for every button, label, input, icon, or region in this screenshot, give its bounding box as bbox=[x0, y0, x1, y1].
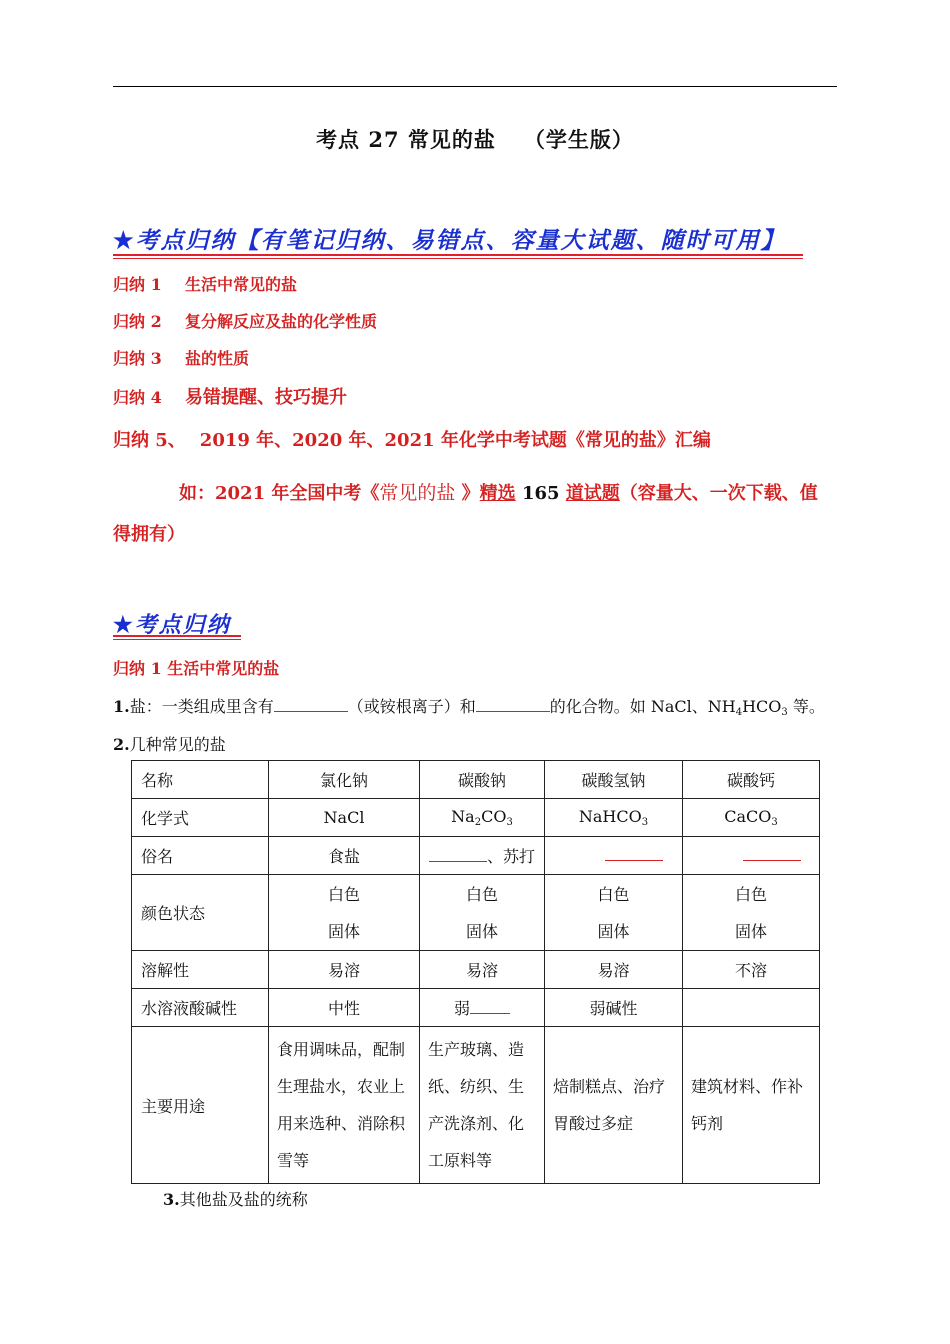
promo-link-questions[interactable]: 道试题 bbox=[565, 483, 620, 504]
table-row bbox=[132, 989, 820, 1027]
paragraph-3: 3.其他盐及盐的统称 bbox=[163, 1190, 308, 1209]
promo-link-selected[interactable]: 精选 bbox=[479, 483, 516, 504]
fill-blank[interactable] bbox=[743, 846, 801, 861]
salts-table bbox=[131, 760, 820, 1184]
table-cell: 生产玻璃、造纸、纺织、生产洗涤剂、化工原料等 bbox=[420, 1027, 545, 1184]
table-cell: 建筑材料、作补钙剂 bbox=[683, 1027, 820, 1184]
table-cell: 焙制糕点、治疗胃酸过多症 bbox=[545, 1027, 683, 1184]
toc-item-3[interactable]: 归纳 3 盐的性质 bbox=[113, 349, 250, 368]
table-cell: 食盐 bbox=[269, 837, 420, 875]
table-cell: 白色 固体 bbox=[683, 875, 820, 951]
banner-underline-thin bbox=[113, 258, 803, 259]
table-cell: 白色 固体 bbox=[420, 875, 545, 951]
banner-heading: ★考点归纳【有笔记归纳、易错点、容量大试题、随时可用】 bbox=[113, 227, 786, 254]
table-cell: 易溶 bbox=[545, 951, 683, 989]
table-cell: 水溶液酸碱性 bbox=[132, 989, 269, 1027]
toc-item-1[interactable]: 归纳 1 生活中常见的盐 bbox=[113, 275, 298, 294]
toc-item-4[interactable]: 归纳 4 易错提醒、技巧提升 bbox=[113, 387, 347, 408]
table-cell: CaCO$_3$ bbox=[683, 799, 820, 837]
table-cell: 弱碱性 bbox=[545, 989, 683, 1027]
table-cell: 碳酸氢钠 bbox=[545, 761, 683, 799]
table-cell: 不溶 bbox=[683, 951, 820, 989]
fill-blank[interactable] bbox=[274, 697, 348, 712]
table-cell: 中性 bbox=[269, 989, 420, 1027]
section-underline-thin bbox=[113, 639, 241, 640]
table-cell: 碳酸钠 bbox=[420, 761, 545, 799]
fill-blank[interactable] bbox=[605, 846, 663, 861]
table-row bbox=[132, 761, 820, 799]
table-cell: 名称 bbox=[132, 761, 269, 799]
table-row bbox=[132, 875, 820, 951]
fill-blank[interactable] bbox=[470, 999, 510, 1014]
table-cell: 食用调味品，配制生理盐水，农业上用来选种、消除积雪等 bbox=[269, 1027, 420, 1184]
table-cell bbox=[683, 837, 820, 875]
header-rule bbox=[113, 86, 837, 87]
page-title: 考点 27 常见的盐 （学生版） bbox=[316, 127, 634, 152]
table-cell: 易溶 bbox=[269, 951, 420, 989]
table-cell: 俗名 bbox=[132, 837, 269, 875]
table-row bbox=[132, 799, 820, 837]
table-cell bbox=[545, 837, 683, 875]
table-cell: $Na_2CO_3$ bbox=[420, 799, 545, 837]
star-icon: ★ bbox=[113, 227, 136, 254]
table-cell: 、苏打 bbox=[420, 837, 545, 875]
table-cell: 白色 固体 bbox=[545, 875, 683, 951]
table-cell: 碳酸钙 bbox=[683, 761, 820, 799]
table-cell: 易溶 bbox=[420, 951, 545, 989]
table-row bbox=[132, 951, 820, 989]
subsection-heading: 归纳 1 生活中常见的盐 bbox=[113, 659, 280, 678]
table-cell: 氯化钠 bbox=[269, 761, 420, 799]
toc-item-5[interactable]: 归纳 5、 2019 年、2020 年、2021 年化学中考试题《常见的盐》汇编 bbox=[113, 430, 711, 451]
table-cell: 弱 bbox=[420, 989, 545, 1027]
table-cell bbox=[683, 989, 820, 1027]
table-cell: 颜色状态 bbox=[132, 875, 269, 951]
paragraph-2: 2.几种常见的盐 bbox=[113, 735, 226, 754]
star-icon: ★ bbox=[113, 612, 135, 638]
paragraph-1: 1.盐：一类组成里含有 （或铵根离子）和 的化合物。如 NaCl、$NH_4HCO_3$ 等。 bbox=[113, 697, 825, 718]
table-cell: NaCl bbox=[269, 799, 420, 837]
fill-blank[interactable] bbox=[429, 847, 487, 862]
table-row bbox=[132, 1027, 820, 1184]
section-heading: ★考点归纳 bbox=[113, 612, 231, 638]
table-cell: NaHCO$_3$ bbox=[545, 799, 683, 837]
banner-underline bbox=[113, 254, 803, 256]
promo-line[interactable]: 如：2021 年全国中考《常见的盐 》精选 165 道试题（容量大、一次下载、值 bbox=[179, 482, 818, 504]
promo-line-2: 得拥有） bbox=[113, 524, 185, 545]
toc-item-2[interactable]: 归纳 2 复分解反应及盐的化学性质 bbox=[113, 312, 378, 331]
table-cell: 化学式 bbox=[132, 799, 269, 837]
table-cell: 溶解性 bbox=[132, 951, 269, 989]
fill-blank[interactable] bbox=[476, 697, 550, 712]
table-row bbox=[132, 837, 820, 875]
table-cell: 白色 固体 bbox=[269, 875, 420, 951]
section-underline bbox=[113, 635, 241, 637]
table-cell: 主要用途 bbox=[132, 1027, 269, 1184]
